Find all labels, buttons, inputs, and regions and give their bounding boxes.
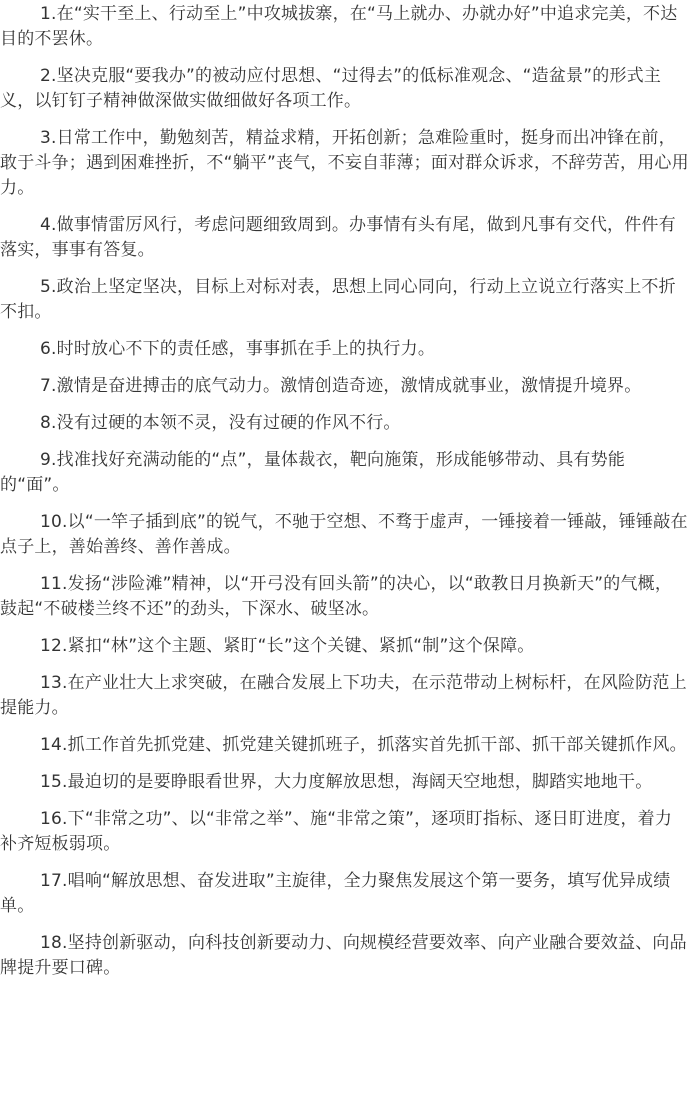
paragraph-12: 12.紧扣“林”这个主题、紧盯“长”这个关键、紧抓“制”这个保障。 [40, 636, 535, 656]
paragraph-15: 15.最迫切的是要睁眼看世界，大力度解放思想，海阔天空地想，脚踏实地地干。 [40, 772, 653, 792]
paragraph-13: 13.在产业壮大上求突破，在融合发展上下功夫，在示范带动上树标杆，在风险防范上提能力。 [0, 673, 687, 718]
paragraph-16: 16.下“非常之功”、以“非常之举”、施“非常之策”，逐项盯指标、逐日盯进度，着力补齐短板弱项。 [0, 809, 673, 854]
paragraph-2: 2.坚决克服“要我办”的被动应付思想、“过得去”的低标准观念、“造盆景”的形式主义，以钉钉子精神做深做实做细做好各项工作。 [0, 66, 662, 111]
paragraph-14: 14.抓工作首先抓党建、抓党建关键抓班子，抓落实首先抓干部、抓干部关键抓作风。 [40, 735, 687, 755]
paragraph-1: 1.在“实干至上、行动至上”中攻城拔寨，在“马上就办、办就办好”中追求完美，不达目的不罢休。 [0, 4, 678, 49]
paragraph-8: 8.没有过硬的本领不灵，没有过硬的作风不行。 [40, 413, 401, 433]
paragraph-5: 5.政治上坚定坚决，目标上对标对表，思想上同心同向，行动上立说立行落实上不折不扣。 [0, 277, 676, 322]
paragraph-11: 11.发扬“涉险滩”精神，以“开弓没有回头箭”的决心，以“敢教日月换新天”的气概，鼓起“不破楼兰终不还”的劲头，下深水、破坚冰。 [0, 574, 673, 619]
paragraph-4: 4.做事情雷厉风行，考虑问题细致周到。办事情有头有尾，做到凡事有交代，件件有落实，事事有答复。 [0, 215, 676, 260]
paragraph-9: 9.找准找好充满动能的“点”，量体裁衣，靶向施策，形成能够带动、具有势能的“面”。 [0, 450, 626, 495]
paragraph-7: 7.激情是奋进搏击的底气动力。激情创造奇迹，激情成就事业，激情提升境界。 [40, 376, 642, 396]
paragraph-10: 10.以“一竿子插到底”的锐气，不驰于空想、不骛于虚声，一锤接着一锤敲，锤锤敲在点子上，善始善终、善作善成。 [0, 512, 688, 557]
paragraph-18: 18.坚持创新驱动，向科技创新要动力、向规模经营要效率、向产业融合要效益、向品牌提升要口碑。 [0, 933, 687, 978]
paragraph-3: 3.日常工作中，勤勉刻苦，精益求精，开拓创新；急难险重时，挺身而出冲锋在前，敢于斗争；遇到困难挫折，不“躺平”丧气，不妄自菲薄；面对群众诉求，不辞劳苦，用心用力。 [0, 128, 689, 198]
paragraph-17: 17.唱响“解放思想、奋发进取”主旋律，全力聚焦发展这个第一要务，填写优异成绩单。 [0, 871, 671, 916]
paragraph-6: 6.时时放心不下的责任感，事事抓在手上的执行力。 [40, 339, 436, 359]
